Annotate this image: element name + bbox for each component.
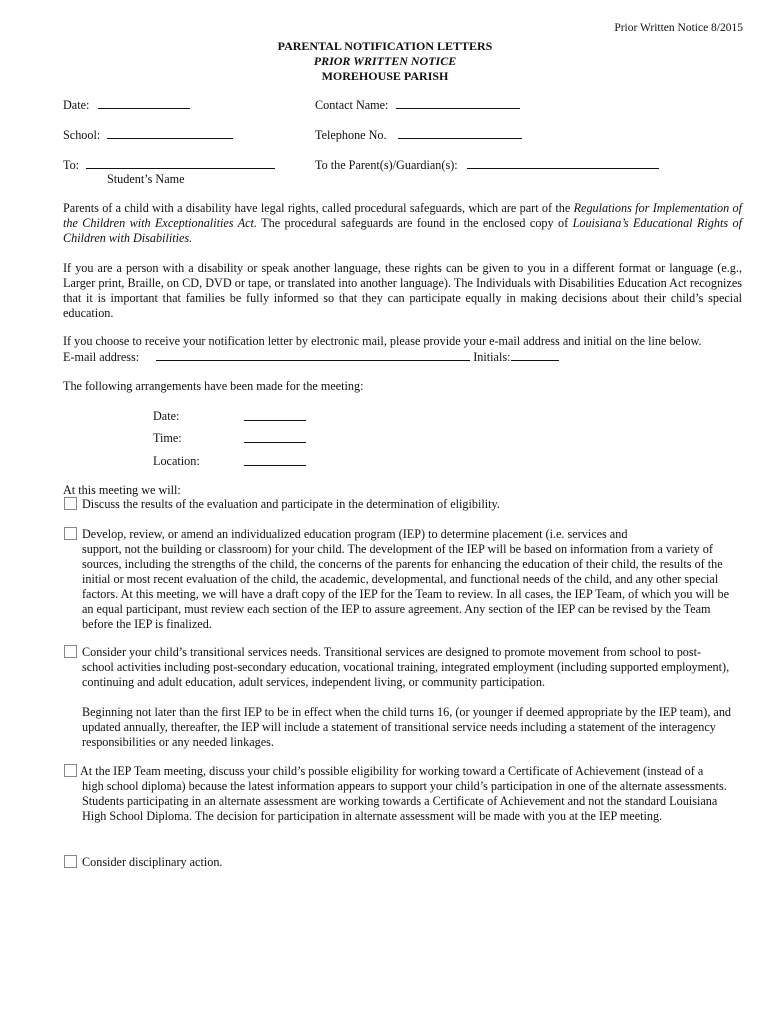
email-label: E-mail address: <box>63 350 140 364</box>
meeting-date-input-line[interactable] <box>244 409 306 421</box>
student-name-caption: Student’s Name <box>107 172 185 186</box>
date-field <box>63 97 190 113</box>
school-label: School: <box>63 128 101 142</box>
school-field <box>63 127 233 143</box>
paragraph-text: Parents of a child with a disability have legal rights, called procedural safeguards, which are part of the <box>63 201 574 215</box>
contact-name-label: Contact Name: <box>315 98 389 112</box>
meeting-intro: At this meeting we will: <box>63 483 181 497</box>
student-name-input-line[interactable] <box>86 157 275 169</box>
checkbox-transitional-services[interactable] <box>64 645 77 658</box>
parent-guardian-label: To the Parent(s)/Guardian(s): <box>315 158 458 172</box>
checkbox-certificate-of-achievement[interactable] <box>64 764 77 777</box>
contact-name-field <box>315 97 520 113</box>
initials-input-line[interactable] <box>511 349 559 361</box>
procedural-safeguards-paragraph <box>63 201 742 246</box>
initials-label: Initials: <box>473 350 511 364</box>
meeting-location-label: Location: <box>153 454 200 468</box>
rights-booklet-title: Louisiana’s Educational Rights of Children with Disabilities. <box>63 216 742 245</box>
to-label: To: <box>63 158 80 172</box>
checkbox-disciplinary-action[interactable] <box>64 855 77 868</box>
contact-name-input-line[interactable] <box>396 97 520 109</box>
telephone-field <box>315 127 522 143</box>
telephone-input-line[interactable] <box>398 127 522 139</box>
email-input-line[interactable] <box>156 349 470 361</box>
item-certificate-text: high school diploma) because the latest information appears to support your child’s participation in one of the alternate assessments. Students participating in an alternate assessment are working towards a Certificate of Achievement and not the standard Louisiana High School Diploma. The decision for participation in alternate assessment will be made with you at the IEP meeting. <box>82 779 727 823</box>
form-version: Prior Written Notice 8/2015 <box>614 22 743 34</box>
student-field <box>63 157 275 173</box>
parent-guardian-input-line[interactable] <box>467 157 659 169</box>
parish-name: MOREHOUSE PARISH <box>321 69 449 83</box>
checkbox-iep[interactable] <box>64 527 77 540</box>
date-label: Date: <box>63 98 90 112</box>
regulations-title: Regulations for Implementation of the Children with Exceptionalities Act. <box>63 201 743 230</box>
arrangements-intro: The following arrangements have been made for the meeting: <box>63 379 364 393</box>
item-certificate-first-line: At the IEP Team meeting, discuss your child’s possible eligibility for working toward a Certificate of Achievement (instead of a <box>80 764 704 778</box>
date-input-line[interactable] <box>98 97 190 109</box>
meeting-time-label: Time: <box>153 431 182 445</box>
item-disciplinary-action: Consider disciplinary action. <box>82 855 223 869</box>
document-subtitle: PRIOR WRITTEN NOTICE <box>313 54 457 68</box>
email-field <box>63 349 559 365</box>
parent-field <box>315 157 659 173</box>
item-iep-first-line: Develop, review, or amend an individualized education program (IEP) to determine placement (i.e. services and <box>82 527 628 541</box>
meeting-date-label: Date: <box>153 409 180 423</box>
paragraph-text: The procedural safeguards are found in the enclosed copy of <box>256 216 573 230</box>
item-discuss-evaluation: Discuss the results of the evaluation and participate in the determination of eligibility. <box>82 497 500 511</box>
item-transitional-text: school activities including post-secondary education, vocational training, integrated employment (including supported employment), continuing and adult education, adult services, independent living, or community participation. <box>82 660 730 689</box>
meeting-time-input-line[interactable] <box>244 431 306 443</box>
item-transitional-first-line: Consider your child’s transitional services needs. Transitional services are designed to promote movement from school to post- <box>82 645 702 659</box>
document-title: PARENTAL NOTIFICATION LETTERS <box>277 39 493 53</box>
checkbox-discuss-evaluation[interactable] <box>64 497 77 510</box>
accessibility-paragraph: If you are a person with a disability or speak another language, these rights can be given to you in a different format or language (e.g., Larger print, Braille, on CD, DVD or tape, or translated into another language). The Individuals with Disabilities Education Act recognizes that it is important that families be fully informed so that they can participate equally in making decisions about their child’s special education. <box>63 261 742 320</box>
school-input-line[interactable] <box>107 127 233 139</box>
item-iep-text: support, not the building or classroom) for your child. The development of the IEP will be based on information from a variety of sources, including the strengths of the child, the concerns of the parents for enhancing the education of their child, the results of the initial or most recent evaluation of the child, the academic, developmental, and functional needs of the child, and any other special factors. At this meeting, we will have a draft copy of the IEP for the Team to review. In all cases, the IEP Team, of which you will be an equal participant, must review each section of the IEP to assure agreement. Any section of the IEP can be revised by the Team before the IEP is finalized. <box>82 542 729 631</box>
meeting-location-input-line[interactable] <box>244 454 306 466</box>
item-transitional-paragraph-2: Beginning not later than the first IEP to be in effect when the child turns 16, (or younger if deemed appropriate by the IEP team), and updated annually, thereafter, the IEP will include a statement of transitional service needs including a statement of the interagency responsibilities or any needed linkages. <box>82 705 732 749</box>
telephone-label: Telephone No. <box>315 128 387 142</box>
email-instruction: If you choose to receive your notification letter by electronic mail, please provide your e-mail address and initial on the line below. <box>63 334 702 348</box>
